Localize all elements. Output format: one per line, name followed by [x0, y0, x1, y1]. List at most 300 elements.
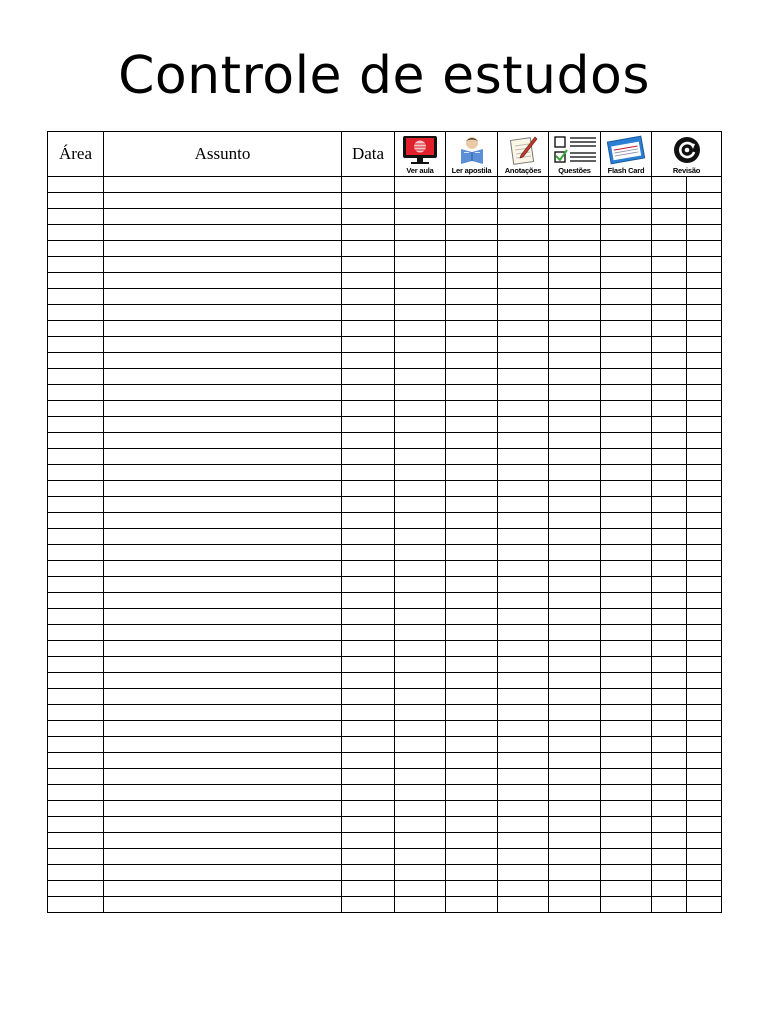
cell-area[interactable] — [48, 193, 104, 209]
cell-anotacoes[interactable] — [498, 273, 549, 289]
cell-revisao-2[interactable] — [687, 689, 722, 705]
cell-revisao-1[interactable] — [652, 513, 687, 529]
cell-area[interactable] — [48, 529, 104, 545]
cell-ler-apostila[interactable] — [446, 449, 498, 465]
cell-flash-card[interactable] — [601, 705, 652, 721]
cell-ler-apostila[interactable] — [446, 849, 498, 865]
cell-assunto[interactable] — [104, 241, 342, 257]
cell-revisao-2[interactable] — [687, 561, 722, 577]
cell-revisao-1[interactable] — [652, 737, 687, 753]
cell-ver-aula[interactable] — [395, 481, 446, 497]
cell-anotacoes[interactable] — [498, 177, 549, 193]
cell-flash-card[interactable] — [601, 721, 652, 737]
cell-questoes[interactable] — [549, 849, 601, 865]
cell-questoes[interactable] — [549, 369, 601, 385]
cell-flash-card[interactable] — [601, 625, 652, 641]
cell-revisao-1[interactable] — [652, 833, 687, 849]
cell-revisao-2[interactable] — [687, 705, 722, 721]
cell-data[interactable] — [342, 529, 395, 545]
cell-ler-apostila[interactable] — [446, 641, 498, 657]
cell-anotacoes[interactable] — [498, 673, 549, 689]
cell-ler-apostila[interactable] — [446, 545, 498, 561]
cell-questoes[interactable] — [549, 401, 601, 417]
cell-revisao-1[interactable] — [652, 673, 687, 689]
cell-anotacoes[interactable] — [498, 257, 549, 273]
cell-ver-aula[interactable] — [395, 545, 446, 561]
cell-ler-apostila[interactable] — [446, 769, 498, 785]
cell-questoes[interactable] — [549, 897, 601, 913]
cell-data[interactable] — [342, 465, 395, 481]
cell-area[interactable] — [48, 849, 104, 865]
cell-area[interactable] — [48, 545, 104, 561]
cell-ver-aula[interactable] — [395, 881, 446, 897]
cell-revisao-2[interactable] — [687, 529, 722, 545]
cell-ver-aula[interactable] — [395, 849, 446, 865]
cell-revisao-1[interactable] — [652, 801, 687, 817]
cell-ler-apostila[interactable] — [446, 593, 498, 609]
cell-anotacoes[interactable] — [498, 657, 549, 673]
cell-area[interactable] — [48, 465, 104, 481]
cell-questoes[interactable] — [549, 257, 601, 273]
cell-data[interactable] — [342, 481, 395, 497]
cell-assunto[interactable] — [104, 417, 342, 433]
cell-data[interactable] — [342, 209, 395, 225]
cell-data[interactable] — [342, 753, 395, 769]
cell-assunto[interactable] — [104, 449, 342, 465]
cell-ler-apostila[interactable] — [446, 529, 498, 545]
cell-assunto[interactable] — [104, 369, 342, 385]
cell-assunto[interactable] — [104, 273, 342, 289]
cell-anotacoes[interactable] — [498, 737, 549, 753]
cell-assunto[interactable] — [104, 721, 342, 737]
cell-data[interactable] — [342, 369, 395, 385]
cell-revisao-2[interactable] — [687, 657, 722, 673]
cell-area[interactable] — [48, 897, 104, 913]
cell-anotacoes[interactable] — [498, 449, 549, 465]
cell-data[interactable] — [342, 289, 395, 305]
cell-revisao-2[interactable] — [687, 753, 722, 769]
cell-anotacoes[interactable] — [498, 625, 549, 641]
cell-ler-apostila[interactable] — [446, 865, 498, 881]
cell-ver-aula[interactable] — [395, 273, 446, 289]
cell-ver-aula[interactable] — [395, 529, 446, 545]
cell-assunto[interactable] — [104, 641, 342, 657]
cell-ler-apostila[interactable] — [446, 241, 498, 257]
cell-revisao-2[interactable] — [687, 673, 722, 689]
cell-assunto[interactable] — [104, 577, 342, 593]
cell-questoes[interactable] — [549, 833, 601, 849]
cell-ler-apostila[interactable] — [446, 753, 498, 769]
cell-questoes[interactable] — [549, 561, 601, 577]
cell-ler-apostila[interactable] — [446, 305, 498, 321]
cell-revisao-1[interactable] — [652, 769, 687, 785]
cell-flash-card[interactable] — [601, 353, 652, 369]
cell-questoes[interactable] — [549, 753, 601, 769]
cell-ver-aula[interactable] — [395, 497, 446, 513]
cell-questoes[interactable] — [549, 689, 601, 705]
cell-area[interactable] — [48, 609, 104, 625]
cell-assunto[interactable] — [104, 497, 342, 513]
cell-anotacoes[interactable] — [498, 785, 549, 801]
cell-anotacoes[interactable] — [498, 897, 549, 913]
cell-area[interactable] — [48, 209, 104, 225]
cell-flash-card[interactable] — [601, 209, 652, 225]
cell-ver-aula[interactable] — [395, 641, 446, 657]
cell-revisao-2[interactable] — [687, 849, 722, 865]
cell-assunto[interactable] — [104, 385, 342, 401]
cell-anotacoes[interactable] — [498, 833, 549, 849]
cell-area[interactable] — [48, 177, 104, 193]
cell-assunto[interactable] — [104, 177, 342, 193]
cell-assunto[interactable] — [104, 337, 342, 353]
cell-revisao-1[interactable] — [652, 289, 687, 305]
cell-ver-aula[interactable] — [395, 673, 446, 689]
cell-flash-card[interactable] — [601, 289, 652, 305]
cell-questoes[interactable] — [549, 465, 601, 481]
cell-anotacoes[interactable] — [498, 369, 549, 385]
cell-data[interactable] — [342, 417, 395, 433]
cell-revisao-2[interactable] — [687, 721, 722, 737]
cell-area[interactable] — [48, 337, 104, 353]
cell-ver-aula[interactable] — [395, 353, 446, 369]
cell-anotacoes[interactable] — [498, 193, 549, 209]
cell-flash-card[interactable] — [601, 769, 652, 785]
cell-anotacoes[interactable] — [498, 529, 549, 545]
cell-flash-card[interactable] — [601, 785, 652, 801]
cell-ver-aula[interactable] — [395, 289, 446, 305]
cell-data[interactable] — [342, 897, 395, 913]
cell-data[interactable] — [342, 785, 395, 801]
cell-flash-card[interactable] — [601, 481, 652, 497]
cell-revisao-1[interactable] — [652, 865, 687, 881]
cell-assunto[interactable] — [104, 753, 342, 769]
cell-ler-apostila[interactable] — [446, 209, 498, 225]
cell-flash-card[interactable] — [601, 849, 652, 865]
cell-questoes[interactable] — [549, 449, 601, 465]
cell-revisao-1[interactable] — [652, 353, 687, 369]
cell-assunto[interactable] — [104, 433, 342, 449]
cell-questoes[interactable] — [549, 673, 601, 689]
cell-assunto[interactable] — [104, 305, 342, 321]
cell-anotacoes[interactable] — [498, 849, 549, 865]
cell-ler-apostila[interactable] — [446, 337, 498, 353]
cell-ler-apostila[interactable] — [446, 401, 498, 417]
cell-data[interactable] — [342, 609, 395, 625]
cell-revisao-1[interactable] — [652, 401, 687, 417]
cell-flash-card[interactable] — [601, 273, 652, 289]
cell-data[interactable] — [342, 337, 395, 353]
cell-data[interactable] — [342, 657, 395, 673]
cell-flash-card[interactable] — [601, 689, 652, 705]
cell-assunto[interactable] — [104, 289, 342, 305]
cell-revisao-2[interactable] — [687, 801, 722, 817]
cell-revisao-2[interactable] — [687, 225, 722, 241]
cell-area[interactable] — [48, 625, 104, 641]
cell-flash-card[interactable] — [601, 337, 652, 353]
cell-anotacoes[interactable] — [498, 321, 549, 337]
cell-revisao-2[interactable] — [687, 401, 722, 417]
cell-questoes[interactable] — [549, 513, 601, 529]
cell-anotacoes[interactable] — [498, 225, 549, 241]
cell-questoes[interactable] — [549, 289, 601, 305]
cell-area[interactable] — [48, 801, 104, 817]
cell-questoes[interactable] — [549, 353, 601, 369]
cell-revisao-1[interactable] — [652, 753, 687, 769]
cell-ler-apostila[interactable] — [446, 689, 498, 705]
cell-anotacoes[interactable] — [498, 513, 549, 529]
cell-revisao-1[interactable] — [652, 177, 687, 193]
cell-questoes[interactable] — [549, 769, 601, 785]
cell-assunto[interactable] — [104, 817, 342, 833]
cell-revisao-2[interactable] — [687, 785, 722, 801]
cell-flash-card[interactable] — [601, 753, 652, 769]
cell-assunto[interactable] — [104, 769, 342, 785]
cell-revisao-2[interactable] — [687, 241, 722, 257]
cell-flash-card[interactable] — [601, 241, 652, 257]
cell-ver-aula[interactable] — [395, 593, 446, 609]
cell-ver-aula[interactable] — [395, 833, 446, 849]
cell-ler-apostila[interactable] — [446, 481, 498, 497]
cell-revisao-1[interactable] — [652, 225, 687, 241]
cell-ler-apostila[interactable] — [446, 321, 498, 337]
cell-revisao-1[interactable] — [652, 209, 687, 225]
cell-revisao-2[interactable] — [687, 433, 722, 449]
cell-flash-card[interactable] — [601, 545, 652, 561]
cell-assunto[interactable] — [104, 657, 342, 673]
cell-flash-card[interactable] — [601, 193, 652, 209]
cell-flash-card[interactable] — [601, 833, 652, 849]
cell-ver-aula[interactable] — [395, 433, 446, 449]
cell-revisao-1[interactable] — [652, 193, 687, 209]
cell-ver-aula[interactable] — [395, 817, 446, 833]
cell-revisao-2[interactable] — [687, 193, 722, 209]
cell-data[interactable] — [342, 577, 395, 593]
cell-flash-card[interactable] — [601, 865, 652, 881]
cell-questoes[interactable] — [549, 865, 601, 881]
cell-ver-aula[interactable] — [395, 513, 446, 529]
cell-questoes[interactable] — [549, 785, 601, 801]
cell-data[interactable] — [342, 705, 395, 721]
cell-data[interactable] — [342, 513, 395, 529]
cell-ver-aula[interactable] — [395, 241, 446, 257]
cell-revisao-2[interactable] — [687, 257, 722, 273]
cell-data[interactable] — [342, 193, 395, 209]
cell-assunto[interactable] — [104, 465, 342, 481]
cell-ver-aula[interactable] — [395, 769, 446, 785]
cell-data[interactable] — [342, 833, 395, 849]
cell-revisao-1[interactable] — [652, 385, 687, 401]
cell-questoes[interactable] — [549, 705, 601, 721]
cell-ver-aula[interactable] — [395, 897, 446, 913]
cell-data[interactable] — [342, 177, 395, 193]
cell-area[interactable] — [48, 577, 104, 593]
cell-revisao-1[interactable] — [652, 545, 687, 561]
cell-revisao-1[interactable] — [652, 449, 687, 465]
cell-revisao-2[interactable] — [687, 817, 722, 833]
cell-data[interactable] — [342, 257, 395, 273]
cell-ver-aula[interactable] — [395, 225, 446, 241]
cell-revisao-1[interactable] — [652, 529, 687, 545]
cell-questoes[interactable] — [549, 657, 601, 673]
cell-ver-aula[interactable] — [395, 609, 446, 625]
cell-area[interactable] — [48, 497, 104, 513]
cell-anotacoes[interactable] — [498, 881, 549, 897]
cell-anotacoes[interactable] — [498, 689, 549, 705]
cell-anotacoes[interactable] — [498, 705, 549, 721]
cell-anotacoes[interactable] — [498, 241, 549, 257]
cell-area[interactable] — [48, 273, 104, 289]
cell-assunto[interactable] — [104, 529, 342, 545]
cell-data[interactable] — [342, 625, 395, 641]
cell-assunto[interactable] — [104, 561, 342, 577]
cell-flash-card[interactable] — [601, 257, 652, 273]
cell-ler-apostila[interactable] — [446, 289, 498, 305]
cell-area[interactable] — [48, 561, 104, 577]
cell-revisao-1[interactable] — [652, 897, 687, 913]
cell-revisao-1[interactable] — [652, 881, 687, 897]
cell-revisao-1[interactable] — [652, 577, 687, 593]
cell-data[interactable] — [342, 673, 395, 689]
cell-anotacoes[interactable] — [498, 465, 549, 481]
cell-area[interactable] — [48, 641, 104, 657]
cell-questoes[interactable] — [549, 881, 601, 897]
cell-data[interactable] — [342, 353, 395, 369]
cell-questoes[interactable] — [549, 385, 601, 401]
cell-questoes[interactable] — [549, 241, 601, 257]
cell-data[interactable] — [342, 689, 395, 705]
cell-data[interactable] — [342, 449, 395, 465]
cell-revisao-2[interactable] — [687, 209, 722, 225]
cell-ler-apostila[interactable] — [446, 353, 498, 369]
cell-area[interactable] — [48, 833, 104, 849]
cell-data[interactable] — [342, 401, 395, 417]
cell-data[interactable] — [342, 497, 395, 513]
cell-area[interactable] — [48, 433, 104, 449]
cell-questoes[interactable] — [549, 273, 601, 289]
cell-assunto[interactable] — [104, 833, 342, 849]
cell-questoes[interactable] — [549, 337, 601, 353]
cell-flash-card[interactable] — [601, 513, 652, 529]
cell-revisao-2[interactable] — [687, 769, 722, 785]
cell-ler-apostila[interactable] — [446, 673, 498, 689]
cell-area[interactable] — [48, 257, 104, 273]
cell-area[interactable] — [48, 705, 104, 721]
cell-area[interactable] — [48, 769, 104, 785]
cell-questoes[interactable] — [549, 737, 601, 753]
cell-anotacoes[interactable] — [498, 401, 549, 417]
cell-revisao-2[interactable] — [687, 305, 722, 321]
cell-revisao-2[interactable] — [687, 641, 722, 657]
cell-questoes[interactable] — [549, 225, 601, 241]
cell-revisao-1[interactable] — [652, 561, 687, 577]
cell-ver-aula[interactable] — [395, 785, 446, 801]
cell-area[interactable] — [48, 513, 104, 529]
cell-assunto[interactable] — [104, 353, 342, 369]
cell-ler-apostila[interactable] — [446, 433, 498, 449]
cell-revisao-1[interactable] — [652, 593, 687, 609]
cell-flash-card[interactable] — [601, 177, 652, 193]
cell-revisao-1[interactable] — [652, 609, 687, 625]
cell-revisao-2[interactable] — [687, 737, 722, 753]
cell-assunto[interactable] — [104, 257, 342, 273]
cell-questoes[interactable] — [549, 593, 601, 609]
cell-questoes[interactable] — [549, 609, 601, 625]
cell-ver-aula[interactable] — [395, 385, 446, 401]
cell-revisao-2[interactable] — [687, 881, 722, 897]
cell-area[interactable] — [48, 305, 104, 321]
cell-ler-apostila[interactable] — [446, 721, 498, 737]
cell-questoes[interactable] — [549, 209, 601, 225]
cell-revisao-2[interactable] — [687, 369, 722, 385]
cell-ver-aula[interactable] — [395, 705, 446, 721]
cell-revisao-2[interactable] — [687, 321, 722, 337]
cell-revisao-1[interactable] — [652, 273, 687, 289]
cell-ler-apostila[interactable] — [446, 257, 498, 273]
cell-revisao-2[interactable] — [687, 897, 722, 913]
cell-revisao-2[interactable] — [687, 177, 722, 193]
cell-area[interactable] — [48, 481, 104, 497]
cell-revisao-1[interactable] — [652, 657, 687, 673]
cell-flash-card[interactable] — [601, 465, 652, 481]
cell-questoes[interactable] — [549, 497, 601, 513]
cell-anotacoes[interactable] — [498, 209, 549, 225]
cell-assunto[interactable] — [104, 881, 342, 897]
cell-revisao-1[interactable] — [652, 785, 687, 801]
cell-anotacoes[interactable] — [498, 769, 549, 785]
cell-questoes[interactable] — [549, 801, 601, 817]
cell-ler-apostila[interactable] — [446, 465, 498, 481]
cell-ver-aula[interactable] — [395, 257, 446, 273]
cell-questoes[interactable] — [549, 577, 601, 593]
cell-ler-apostila[interactable] — [446, 385, 498, 401]
cell-ler-apostila[interactable] — [446, 193, 498, 209]
cell-ler-apostila[interactable] — [446, 897, 498, 913]
cell-ver-aula[interactable] — [395, 321, 446, 337]
cell-flash-card[interactable] — [601, 897, 652, 913]
cell-revisao-2[interactable] — [687, 273, 722, 289]
cell-flash-card[interactable] — [601, 609, 652, 625]
cell-revisao-2[interactable] — [687, 593, 722, 609]
cell-assunto[interactable] — [104, 865, 342, 881]
cell-ler-apostila[interactable] — [446, 609, 498, 625]
cell-area[interactable] — [48, 241, 104, 257]
cell-area[interactable] — [48, 817, 104, 833]
cell-assunto[interactable] — [104, 593, 342, 609]
cell-anotacoes[interactable] — [498, 865, 549, 881]
cell-revisao-1[interactable] — [652, 481, 687, 497]
cell-ver-aula[interactable] — [395, 577, 446, 593]
cell-revisao-1[interactable] — [652, 417, 687, 433]
cell-area[interactable] — [48, 657, 104, 673]
cell-revisao-1[interactable] — [652, 641, 687, 657]
cell-flash-card[interactable] — [601, 657, 652, 673]
cell-questoes[interactable] — [549, 177, 601, 193]
cell-anotacoes[interactable] — [498, 545, 549, 561]
cell-assunto[interactable] — [104, 321, 342, 337]
cell-revisao-1[interactable] — [652, 257, 687, 273]
cell-area[interactable] — [48, 593, 104, 609]
cell-anotacoes[interactable] — [498, 801, 549, 817]
cell-area[interactable] — [48, 353, 104, 369]
cell-questoes[interactable] — [549, 721, 601, 737]
cell-ver-aula[interactable] — [395, 753, 446, 769]
cell-area[interactable] — [48, 401, 104, 417]
cell-questoes[interactable] — [549, 817, 601, 833]
cell-revisao-2[interactable] — [687, 545, 722, 561]
cell-ver-aula[interactable] — [395, 737, 446, 753]
cell-questoes[interactable] — [549, 481, 601, 497]
cell-data[interactable] — [342, 241, 395, 257]
